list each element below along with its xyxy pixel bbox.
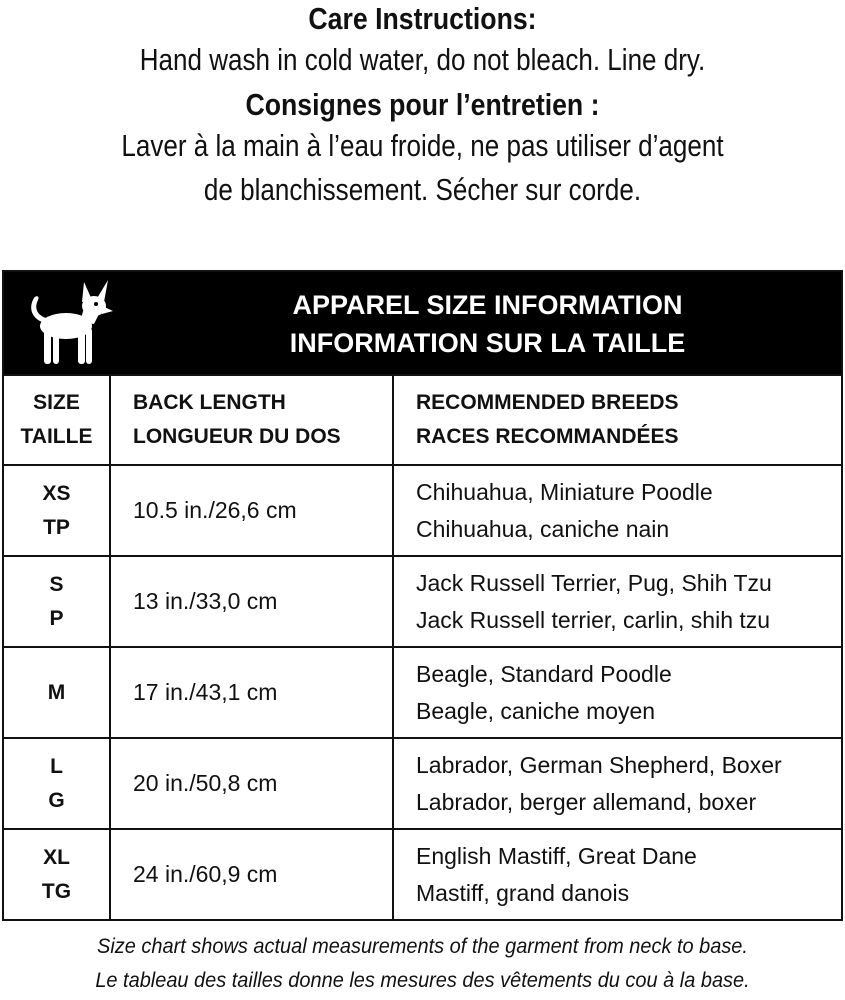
care-heading-en: Care Instructions:: [308, 1, 537, 36]
table-title: [154, 286, 821, 362]
table-row: [4, 828, 841, 919]
table-row: [4, 464, 841, 555]
care-heading-fr: Consignes pour l’entretien :: [245, 87, 600, 122]
breeds-cell: Chihuahua, Miniature Poodle Chihuahua, caniche nain: [416, 478, 713, 542]
column-header-size: SIZE TAILLE: [4, 376, 111, 464]
chihuahua-dog-icon: [22, 278, 114, 368]
back-length-cell: 17 in./43,1 cm: [111, 648, 394, 737]
size-table: [2, 270, 843, 921]
footnote-fr: Le tableau des tailles donne les mesures des vêtements du cou à la base.: [95, 969, 750, 992]
column-header-breeds: RECOMMENDED BREEDS RACES RECOMMANDÉES: [416, 391, 679, 448]
size-cell: XS TP: [4, 466, 111, 555]
table-row: [4, 646, 841, 737]
size-cell: S P: [4, 557, 111, 646]
table-header: [4, 272, 841, 374]
table-row: [4, 737, 841, 828]
breeds-cell: English Mastiff, Great Dane Mastiff, grand danois: [416, 842, 697, 906]
back-length-cell: 10.5 in./26,6 cm: [111, 466, 394, 555]
care-text-fr-line2: de blanchissement. Sécher sur corde.: [203, 172, 642, 207]
back-length-cell: 24 in./60,9 cm: [111, 830, 394, 919]
back-length-cell: 13 in./33,0 cm: [111, 557, 394, 646]
care-text-fr-line1: Laver à la main à l’eau froide, ne pas utiliser d’agent: [121, 128, 724, 163]
column-header-back-length: BACK LENGTH LONGUEUR DU DOS: [111, 376, 394, 464]
size-cell: XL TG: [4, 830, 111, 919]
breeds-cell: Beagle, Standard Poodle Beagle, caniche moyen: [416, 660, 672, 724]
breeds-cell: Labrador, German Shepherd, Boxer Labrador, berger allemand, boxer: [416, 751, 782, 815]
breeds-cell: Jack Russell Terrier, Pug, Shih Tzu Jack Russell terrier, carlin, shih tzu: [416, 569, 772, 633]
table-title-en: APPAREL SIZE INFORMATION: [292, 290, 683, 320]
footnote-en: Size chart shows actual measurements of the garment from neck to base.: [97, 935, 748, 958]
care-instructions: [0, 0, 845, 212]
size-cell: L G: [4, 739, 111, 828]
table-title-fr: INFORMATION SUR LA TAILLE: [289, 328, 686, 358]
back-length-cell: 20 in./50,8 cm: [111, 739, 394, 828]
size-cell: M: [4, 648, 111, 737]
size-chart-footnote: [0, 930, 845, 998]
care-text-en: Hand wash in cold water, do not bleach. Line dry.: [139, 42, 706, 77]
column-headers: [4, 374, 841, 464]
table-row: [4, 555, 841, 646]
